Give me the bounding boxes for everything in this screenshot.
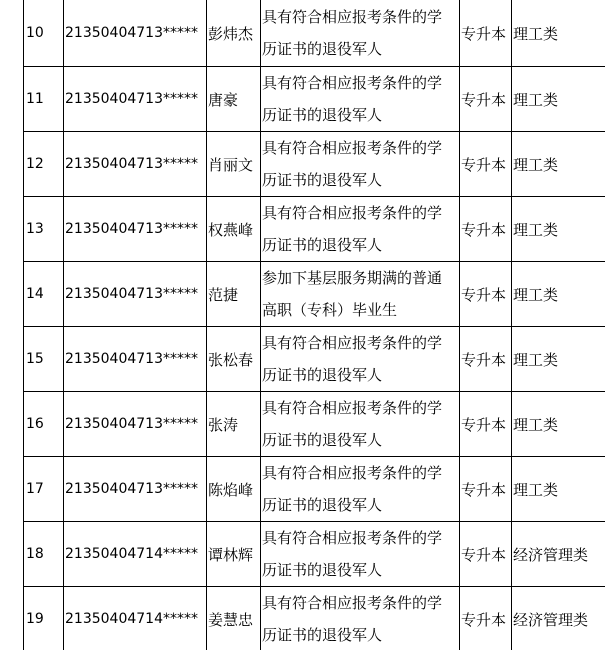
table-row xyxy=(24,392,605,457)
condition-line: 历证书的退役军人 xyxy=(262,626,383,644)
row-number: 16 xyxy=(24,392,64,457)
eligibility-condition xyxy=(261,0,460,67)
candidate-name: 姜慧忠 xyxy=(207,587,261,652)
education-level: 专升本 xyxy=(460,522,512,587)
education-level: 专升本 xyxy=(460,132,512,197)
candidate-name: 张松春 xyxy=(207,327,261,392)
candidate-id: 21350404713***** xyxy=(64,327,207,392)
education-level: 专升本 xyxy=(460,0,512,67)
table-row xyxy=(24,132,605,197)
candidate-id: 21350404714***** xyxy=(64,522,207,587)
education-level: 专升本 xyxy=(460,327,512,392)
row-number: 17 xyxy=(24,457,64,522)
candidate-name: 肖丽文 xyxy=(207,132,261,197)
row-number: 15 xyxy=(24,327,64,392)
row-number: 18 xyxy=(24,522,64,587)
candidate-id: 21350404713***** xyxy=(64,457,207,522)
candidate-id: 21350404713***** xyxy=(64,262,207,327)
row-number: 13 xyxy=(24,197,64,262)
eligibility-condition xyxy=(261,392,460,457)
row-number: 19 xyxy=(24,587,64,652)
major-category: 经济管理类 xyxy=(512,522,605,587)
eligibility-condition xyxy=(261,197,460,262)
candidate-name: 范捷 xyxy=(207,262,261,327)
condition-line: 高职（专科）毕业生 xyxy=(262,301,398,319)
major-category: 理工类 xyxy=(512,197,605,262)
major-category: 理工类 xyxy=(512,67,605,132)
major-category: 理工类 xyxy=(512,262,605,327)
major-category: 理工类 xyxy=(512,457,605,522)
page-bottom-edge xyxy=(0,650,605,654)
table-row xyxy=(24,67,605,132)
condition-line: 参加下基层服务期满的普通 xyxy=(262,269,443,287)
candidate-id: 21350404713***** xyxy=(64,392,207,457)
table-row xyxy=(24,522,605,587)
major-category: 理工类 xyxy=(512,0,605,67)
condition-line: 具有符合相应报考条件的学 xyxy=(262,594,443,612)
condition-line: 历证书的退役军人 xyxy=(262,561,383,579)
candidate-name: 唐豪 xyxy=(207,67,261,132)
condition-line: 历证书的退役军人 xyxy=(262,171,383,189)
candidate-id: 21350404714***** xyxy=(64,587,207,652)
candidate-id: 21350404713***** xyxy=(64,197,207,262)
condition-line: 历证书的退役军人 xyxy=(262,236,383,254)
condition-line: 历证书的退役军人 xyxy=(262,496,383,514)
eligibility-condition xyxy=(261,262,460,327)
education-level: 专升本 xyxy=(460,392,512,457)
education-level: 专升本 xyxy=(460,197,512,262)
candidate-name: 陈焰峰 xyxy=(207,457,261,522)
table-row xyxy=(24,457,605,522)
row-number: 11 xyxy=(24,67,64,132)
condition-line: 具有符合相应报考条件的学 xyxy=(262,529,443,547)
condition-line: 具有符合相应报考条件的学 xyxy=(262,334,443,352)
eligibility-condition xyxy=(261,457,460,522)
candidate-name: 彭炜杰 xyxy=(207,0,261,67)
table-row xyxy=(24,587,605,652)
table-row xyxy=(24,197,605,262)
education-level: 专升本 xyxy=(460,67,512,132)
candidate-id: 21350404713***** xyxy=(64,0,207,67)
major-category: 理工类 xyxy=(512,132,605,197)
major-category: 理工类 xyxy=(512,327,605,392)
condition-line: 历证书的退役军人 xyxy=(262,366,383,384)
eligibility-condition xyxy=(261,67,460,132)
condition-line: 历证书的退役军人 xyxy=(262,40,383,58)
education-level: 专升本 xyxy=(460,457,512,522)
condition-line: 具有符合相应报考条件的学 xyxy=(262,399,443,417)
condition-line: 具有符合相应报考条件的学 xyxy=(262,74,443,92)
row-number: 14 xyxy=(24,262,64,327)
table-row xyxy=(24,0,605,67)
eligibility-condition xyxy=(261,132,460,197)
candidate-id: 21350404713***** xyxy=(64,67,207,132)
condition-line: 具有符合相应报考条件的学 xyxy=(262,464,443,482)
condition-line: 具有符合相应报考条件的学 xyxy=(262,204,443,222)
row-number: 12 xyxy=(24,132,64,197)
condition-line: 具有符合相应报考条件的学 xyxy=(262,139,443,157)
condition-line: 历证书的退役军人 xyxy=(262,106,383,124)
education-level: 专升本 xyxy=(460,262,512,327)
education-level: 专升本 xyxy=(460,587,512,652)
major-category: 经济管理类 xyxy=(512,587,605,652)
eligibility-condition xyxy=(261,587,460,652)
candidate-table xyxy=(23,0,605,652)
candidate-id: 21350404713***** xyxy=(64,132,207,197)
candidate-name: 权燕峰 xyxy=(207,197,261,262)
table-row xyxy=(24,327,605,392)
major-category: 理工类 xyxy=(512,392,605,457)
candidate-name: 谭林辉 xyxy=(207,522,261,587)
row-number: 10 xyxy=(24,0,64,67)
eligibility-condition xyxy=(261,522,460,587)
table-row xyxy=(24,262,605,327)
condition-line: 历证书的退役军人 xyxy=(262,431,383,449)
candidate-name: 张涛 xyxy=(207,392,261,457)
condition-line: 具有符合相应报考条件的学 xyxy=(262,8,443,26)
eligibility-condition xyxy=(261,327,460,392)
